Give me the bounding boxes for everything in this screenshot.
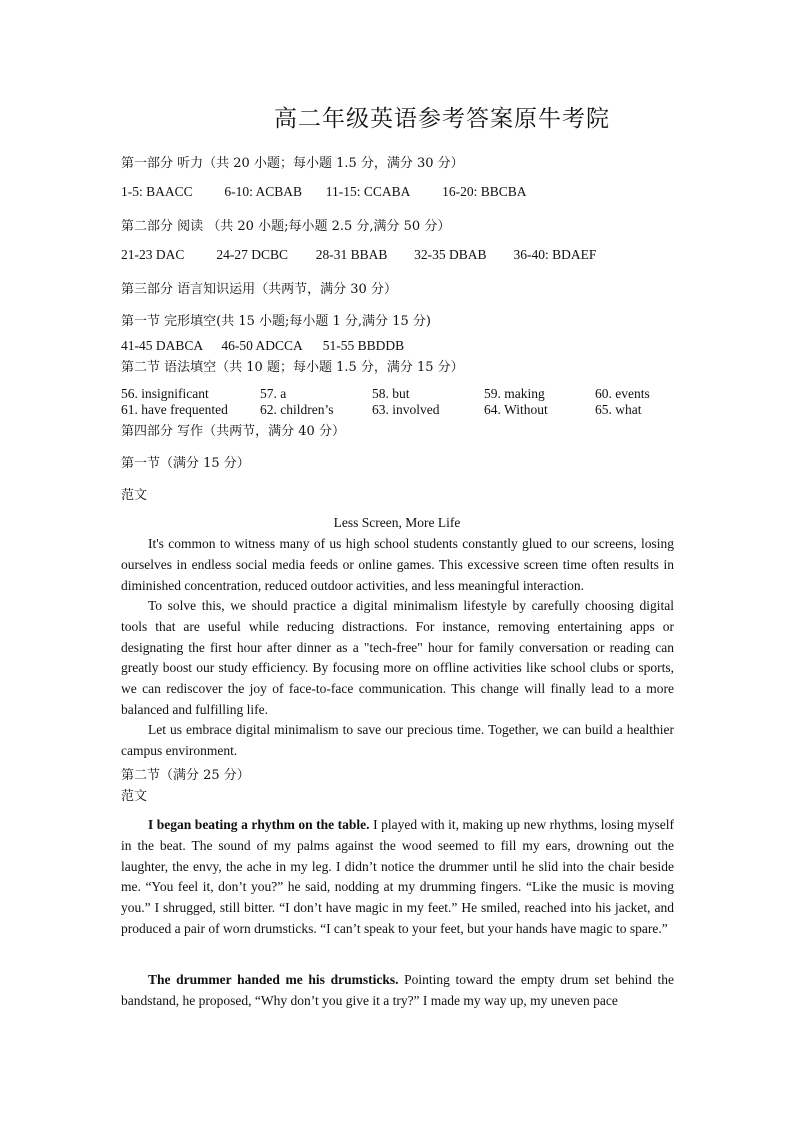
- answer-group: 11-15: CCABA: [325, 184, 411, 199]
- grammar-answer: 56. insignificant: [121, 386, 209, 401]
- sample-essay-label-2: 范文: [121, 789, 148, 804]
- essay-paragraph: It's common to witness many of us high school students constantly glued to our screens, losing ourselves in endless social media feeds or online games. This excessive screen time often results in diminished concentration, reduced outdoor activities, and less meaningful interaction.: [121, 536, 674, 593]
- grammar-answer: 63. involved: [372, 402, 440, 417]
- page-title: 高二年级英语参考答案原牛考院: [274, 106, 610, 132]
- part2-answers: [121, 247, 596, 263]
- part4-section2-heading: 第二节（满分 25 分）: [121, 768, 250, 783]
- part4-heading: 第四部分 写作（共两节，满分 40 分）: [121, 424, 345, 439]
- part3-section1-heading: 第一节 完形填空(共 15 小题;每小题 1 分,满分 15 分): [121, 314, 431, 329]
- answer-group: 21-23 DAC: [121, 247, 185, 262]
- part3-section2-heading: 第二节 语法填空（共 10 题；每小题 1.5 分，满分 15 分）: [121, 360, 464, 375]
- answer-group: 28-31 BBAB: [315, 247, 388, 262]
- grammar-answer: 60. events: [595, 386, 650, 401]
- part3-heading: 第三部分 语言知识运用（共两节，满分 30 分）: [121, 282, 397, 297]
- grammar-answer: 58. but: [372, 386, 410, 401]
- grammar-answer: 61. have frequented: [121, 402, 228, 417]
- answer-group: 51-55 BBDDB: [322, 338, 405, 353]
- grammar-answer: 62. children’s: [260, 402, 334, 417]
- sample-essay-label: 范文: [121, 488, 148, 503]
- essay-paragraph: To solve this, we should practice a digital minimalism lifestyle by carefully choosing digital tools that are useful while reducing distractions. For instance, removing entertaining apps or designating the first hour after dinner as a "tech-free" hour for family conversation or reading can greatly boost our study efficiency. By focusing more on offline activities like school clubs or sports, we can rediscover the joy of face-to-face communication. This change will finally lead to a more balanced and fulfilling life.: [121, 598, 674, 717]
- part1-heading: 第一部分 听力（共 20 小题；每小题 1.5 分，满分 30 分）: [121, 156, 464, 171]
- answer-group: 46-50 ADCCA: [221, 338, 303, 353]
- grammar-answer: 65. what: [595, 402, 642, 417]
- essay-title: Less Screen, More Life: [333, 515, 461, 530]
- answer-group: 36-40: BDAEF: [513, 247, 597, 262]
- grammar-row: [121, 386, 681, 402]
- grammar-answer: 57. a: [260, 386, 287, 401]
- story-paragraph-lead: The drummer handed me his drumsticks.: [148, 972, 399, 987]
- answer-group: 16-20: BBCBA: [442, 184, 527, 199]
- essay-paragraph: Let us embrace digital minimalism to save our precious time. Together, we can build a healthier campus environment.: [121, 722, 674, 758]
- story-paragraph: [121, 815, 674, 940]
- answer-group: 41-45 DABCA: [121, 338, 204, 353]
- answer-group: 1-5: BAACC: [121, 184, 193, 199]
- story-paragraph: [121, 970, 674, 1012]
- grammar-answer: 64. Without: [484, 402, 548, 417]
- part2-heading: 第二部分 阅读 （共 20 小题;每小题 2.5 分,满分 50 分）: [121, 219, 451, 234]
- story-paragraph-body: Pointing toward the empty drum set behind the bandstand, he proposed, “Why don’t you give it a try?” I made my way up, my uneven pace: [121, 972, 674, 1008]
- answer-group: 24-27 DCBC: [216, 247, 289, 262]
- story-paragraph-body: I played with it, making up new rhythms, losing myself in the beat. The sound of my palms against the wood seemed to fill my ears, drowning out the laughter, the envy, the ache in my leg. I didn’t notice the drummer until he slid into the chair beside me. “You feel it, don’t you?” he said, nodding at my drumming fingers. “Like the music is moving you.” I shrugged, still bitter. “I don’t have magic in my feet.” He smiled, reached into his jacket, and produced a pair of worn drumsticks. “I can’t speak to your feet, but your hands have magic to spare.”: [121, 817, 675, 936]
- part1-answers: [121, 184, 527, 200]
- story-paragraph-lead: I began beating a rhythm on the table.: [148, 817, 370, 832]
- grammar-answer: 59. making: [484, 386, 545, 401]
- part4-section1-heading: 第一节（满分 15 分）: [121, 456, 250, 471]
- answer-group: 6-10: ACBAB: [224, 184, 303, 199]
- grammar-row: [121, 402, 681, 418]
- answer-group: 32-35 DBAB: [414, 247, 487, 262]
- part3-section1-answers: [121, 338, 404, 354]
- grammar-answers-grid: [121, 386, 681, 418]
